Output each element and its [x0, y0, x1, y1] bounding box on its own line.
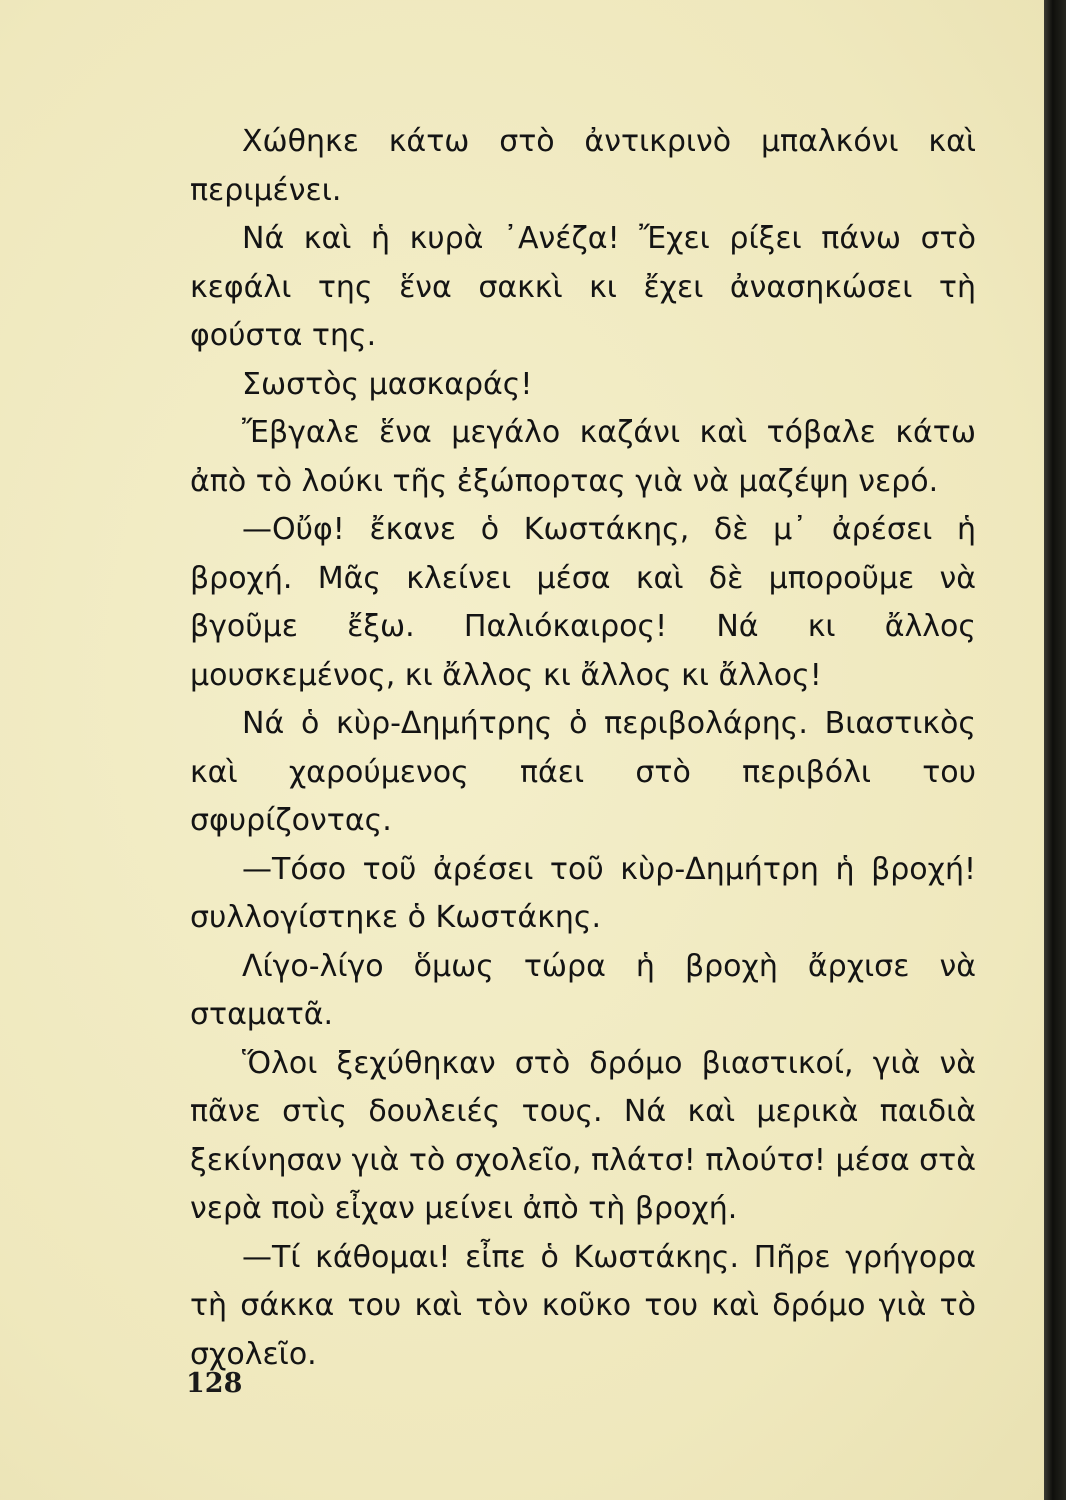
- paragraph-6: Νά ὁ κὺρ-Δημήτρης ὁ περιβολάρης. Βιαστικὸς καὶ χαρούμενος πάει στὸ περιβόλι του σφυρίζοντας.: [190, 706, 976, 838]
- paragraph-9: Ὅλοι ξεχύθηκαν στὸ δρόμο βιαστικοί, γιὰ νὰ πᾶνε στὶς δουλειές τους. Νά καὶ μερικὰ παιδιὰ ξεκίνησαν γιὰ τὸ σχολεῖο, πλάτσ! πλούτσ! μέσα στὰ νερὰ ποὺ εἶχαν μείνει ἀπὸ τὴ βροχή.: [190, 1045, 976, 1226]
- paragraph-2: Νά καὶ ἡ κυρὰ ᾿Ανέζα! Ἔχει ρίξει πάνω στὸ κεφάλι της ἕνα σακκὶ κι ἔχει ἀνασηκώσει τὴ φούστα της.: [190, 221, 976, 353]
- paragraph-8: Λίγο-λίγο ὅμως τώρα ἡ βροχὴ ἄρχισε νὰ σταματᾶ.: [190, 948, 976, 1032]
- paragraph-1: Χώθηκε κάτω στὸ ἀντικρινὸ μπαλκόνι καὶ περιμένει.: [190, 124, 976, 208]
- paragraph-4: Ἔβγαλε ἕνα μεγάλο καζάνι καὶ τόβαλε κάτω ἀπὸ τὸ λούκι τῆς ἐξώπορτας γιὰ νὰ μαζέψη νερό.: [190, 415, 976, 499]
- paragraph-3: Σωστὸς μασκαράς!: [242, 366, 533, 402]
- body-text: [190, 118, 976, 1379]
- page-number: 128: [186, 1368, 243, 1399]
- paragraph-7: —Τόσο τοῦ ἀρέσει τοῦ κὺρ-Δημήτρη ἡ βροχή! συλλογίστηκε ὁ Κωστάκης.: [190, 851, 976, 935]
- paragraph-5: —Οὔφ! ἔκανε ὁ Κωστάκης, δὲ μ᾿ ἀρέσει ἡ βροχή. Μᾶς κλείνει μέσα καὶ δὲ μποροῦμε νὰ βγοῦμε ἔξω. Παλιόκαιρος! Νά κι ἄλλος μουσκεμένος, κι ἄλλος κι ἄλλος κι ἄλλος!: [190, 512, 976, 693]
- paragraph-10: —Τί κάθομαι! εἶπε ὁ Κωστάκης. Πῆρε γρήγορα τὴ σάκκα του καὶ τὸν κοῦκο του καὶ δρόμο γιὰ τὸ σχολεῖο.: [190, 1239, 976, 1372]
- page-edge-shadow: [1044, 0, 1066, 1500]
